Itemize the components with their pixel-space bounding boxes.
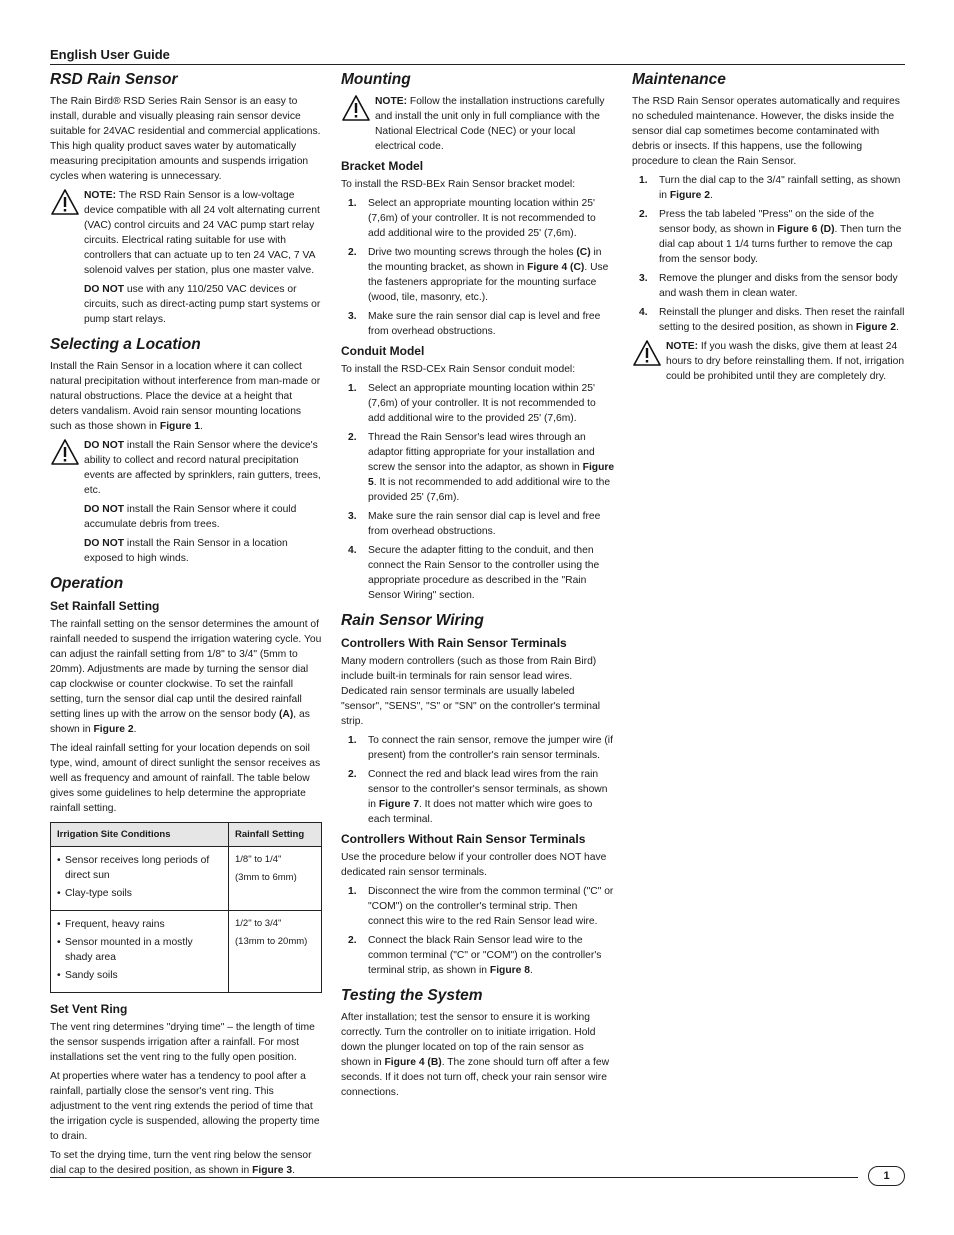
list-item: 4. Reinstall the plunger and disks. Then reset the rainfall setting to the desired position, as shown in Figure 2.	[639, 307, 905, 333]
note-nec: NOTE: Follow the installation instructions carefully and install the unit only in full compliance with the National Electrical Code (NEC) or your local electrical code.	[341, 94, 615, 154]
column-3	[632, 70, 906, 388]
heading-selecting-location: Selecting a Location	[50, 336, 201, 353]
warning-icon	[341, 94, 371, 122]
rainfall-table	[50, 822, 322, 993]
conduit-steps	[341, 381, 615, 603]
list-item: 3. Make sure the rain sensor dial cap is level and free from overhead obstructions.	[348, 511, 601, 537]
guide-title: English User Guide	[50, 47, 170, 62]
list-item: 3. Remove the plunger and disks from the sensor body and wash them in clean water.	[639, 273, 898, 299]
list-item: • Sandy soils	[57, 968, 222, 983]
note-drying: NOTE: If you wash the disks, give them at least 24 hours to dry before reinstalling them. If not, irrigation could be prohibited until they are completely dry.	[632, 339, 906, 384]
list-item: 2. Press the tab labeled "Press" on the side of the sensor body, as shown in Figure 6 (D). Then turn the dial cap about 1 1/4 turns further to remove the cap from the sensor body.	[639, 209, 902, 265]
maintenance-paragraph: The RSD Rain Sensor operates automatically and requires no scheduled maintenance. However, the disks inside the sensor dial cap sometimes become contaminated with debris or insects. If this happens, use the following procedure to clean the Rain Sensor.	[632, 96, 900, 167]
list-item: 1. Select an appropriate mounting location within 25' (7,6m) of your controller. It is not recommended to add additional wire to the provided 25' (7,6m).	[348, 383, 596, 424]
heading-maintenance: Maintenance	[632, 71, 726, 88]
vent-paragraph-1: The vent ring determines "drying time" – the length of time the sensor suspends irrigation after a rainfall. For most installations set the vent ring to the fully open position.	[50, 1022, 315, 1063]
conduit-intro: To install the RSD-CEx Rain Sensor conduit model:	[341, 364, 576, 375]
intro-paragraph: The Rain Bird® RSD Series Rain Sensor is an easy to install, durable and visually pleasing rain sensor device suitable for 24VAC residential and commercial applications. This high quality product saves water by automatically measuring precipitation amounts and suspends irrigation cycles when watering is unnecessary.	[50, 96, 321, 182]
heading-controllers-without: Controllers Without Rain Sensor Terminals	[341, 832, 586, 846]
heading-set-rainfall: Set Rainfall Setting	[50, 599, 160, 613]
list-item: 3. Make sure the rain sensor dial cap is level and free from overhead obstructions.	[348, 311, 601, 337]
rainfall-paragraph-1: The rainfall setting on the sensor determines the amount of rainfall needed to suspend the irrigation watering cycle. You can adjust the rainfall setting from 1/8" to 3/4" (5mm to 20mm). Adjustments are made by turning the sensor dial cap clockwise or counter clockwise. To set the rainfall setting, turn the sensor dial cap until the desired rainfall setting lines up with the arrow on the sensor body (A), as shown in Figure 2.	[50, 619, 322, 735]
table-header-conditions: Irrigation Site Conditions	[51, 823, 229, 847]
page-number: 1	[868, 1166, 905, 1186]
list-item: 1. Select an appropriate mounting location within 25' (7,6m) of your controller. It is not recommended to add additional wire to the provided 25' (7,6m).	[348, 198, 596, 239]
list-item: 2. Thread the Rain Sensor's lead wires through an adaptor fitting appropriate for your installation and screw the sensor into the adaptor, as shown in Figure 5. It is not recommended to add additional wire to the provided 25' (7,6m).	[348, 432, 615, 503]
without-steps	[341, 884, 615, 978]
table-header-setting: Rainfall Setting	[229, 823, 322, 847]
heading-controllers-with: Controllers With Rain Sensor Terminals	[341, 636, 567, 650]
heading-operation: Operation	[50, 575, 124, 592]
rainfall-paragraph-2: The ideal rainfall setting for your location depends on soil type, wind, amount of direct sunlight the sensor receives as well as frequency and amount of rainfall. The table below gives some guidelines to help determine the appropriate rainfall setting.	[50, 743, 321, 814]
list-item: • Sensor mounted in a mostly shady area	[57, 935, 222, 965]
list-item: 1. To connect the rain sensor, remove the jumper wire (if present) from the controller's rain sensor terminals.	[348, 735, 613, 761]
maintenance-steps	[632, 173, 906, 335]
warning-icon	[50, 438, 80, 466]
column-2	[341, 70, 615, 1104]
list-item: • Frequent, heavy rains	[57, 917, 222, 932]
with-paragraph: Many modern controllers (such as those from Rain Bird) include built-in terminals for rain sensor lead wires. Dedicated rain sensor terminals are usually labeled "sensor", "SENS", "S" or "SN" on the controller's terminal strip.	[341, 656, 600, 727]
list-item: 1. Disconnect the wire from the common terminal ("C" or "COM") on the controller's terminal strip. Then connect this wire to the red Rain Sensor lead wire.	[348, 886, 614, 927]
header-rule	[50, 64, 905, 65]
list-item: 2. Connect the black Rain Sensor lead wire to the common terminal ("C" or "COM") on the controller's terminal strip, as shown in Figure 8.	[348, 935, 602, 976]
list-item: 4. Secure the adapter fitting to the conduit, and then connect the Rain Sensor to the controller using the appropriate procedure as described in the "Rain Sensor Wiring" section.	[348, 545, 600, 601]
vent-paragraph-3: To set the drying time, turn the vent ring below the sensor dial cap to the desired position, as shown in Figure 3.	[50, 1150, 312, 1176]
without-paragraph: Use the procedure below if your controller does NOT have dedicated rain sensor terminals.	[341, 852, 607, 878]
location-paragraph: Install the Rain Sensor in a location where it can collect natural precipitation without interference from man-made or natural obstructions. Place the device at a height that deters vandalism. Avoid rain sensor mounting locations such as those shown in Figure 1.	[50, 361, 321, 432]
bracket-steps	[341, 196, 615, 339]
heading-rain-sensor-wiring: Rain Sensor Wiring	[341, 612, 484, 629]
list-item: 1. Turn the dial cap to the 3/4" rainfall setting, as shown in Figure 2.	[639, 175, 901, 201]
list-item: • Clay-type soils	[57, 886, 222, 901]
warning-icon	[50, 188, 80, 216]
table-row: • Sensor receives long periods of direct sun • Clay-type soils 1/8" to 1/4" (3mm to 6mm)	[51, 847, 322, 911]
heading-rsd-rain-sensor: RSD Rain Sensor	[50, 71, 178, 88]
bracket-intro: To install the RSD-BEx Rain Sensor bracket model:	[341, 179, 576, 190]
note-low-voltage: NOTE: The RSD Rain Sensor is a low-voltage device compatible with all 24 volt alternating current (VAC) control circuits and 24 VAC pump start relay circuits. Electrical rating suitable for use with controllers that can actuate up to ten 24 VAC, 7 VA solenoid valves per station, plus one master valve. DO NOT use with any 110/250 VAC devices or circuits, such as direct-acting pump start systems or pump start relays.	[50, 188, 322, 327]
table-row: • Frequent, heavy rains • Sensor mounted in a mostly shady area • Sandy soils 1/2" to 3/4" (13mm to 20mm)	[51, 911, 322, 993]
list-item: 2. Connect the red and black lead wires from the rain sensor to the controller's sensor terminals, as shown in Figure 7. It does not matter which wire goes to each terminal.	[348, 769, 608, 825]
column-1	[50, 70, 322, 1182]
heading-testing-system: Testing the System	[341, 987, 483, 1004]
note-do-not: DO NOT install the Rain Sensor where the device's ability to collect and record natural precipitation events are affected by sprinklers, rain gutters, trees, etc. DO NOT install the Rain Sensor where it could accumulate debris from trees. DO NOT install the Rain Sensor in a location exposed to high winds.	[50, 438, 322, 566]
vent-paragraph-2: At properties where water has a tendency to pool after a rainfall, partially close the sensor's vent ring. This adjustment to the vent ring extends the period of time that the irrigation cycle is suspended, allowing the property time to drain.	[50, 1071, 320, 1142]
list-item: • Sensor receives long periods of direct sun	[57, 853, 222, 883]
heading-bracket-model: Bracket Model	[341, 159, 424, 173]
heading-mounting: Mounting	[341, 71, 411, 88]
warning-icon	[632, 339, 662, 367]
footer-rule	[50, 1177, 858, 1178]
heading-conduit-model: Conduit Model	[341, 344, 425, 358]
with-steps	[341, 733, 615, 827]
list-item: 2. Drive two mounting screws through the holes (C) in the mounting bracket, as shown in Figure 4 (C). Use the fasteners appropriate for the mounting surface (wood, tile, masonry, etc.).	[348, 247, 609, 303]
testing-paragraph: After installation; test the sensor to ensure it is working correctly. Turn the controller on to initiate irrigation. Hold down the plunger located on top of the rain sensor as shown in Figure 4 (B). The zone should turn off after a few seconds. If it does not turn off, check your rain sensor wire connections.	[341, 1012, 610, 1098]
heading-set-vent-ring: Set Vent Ring	[50, 1002, 128, 1016]
